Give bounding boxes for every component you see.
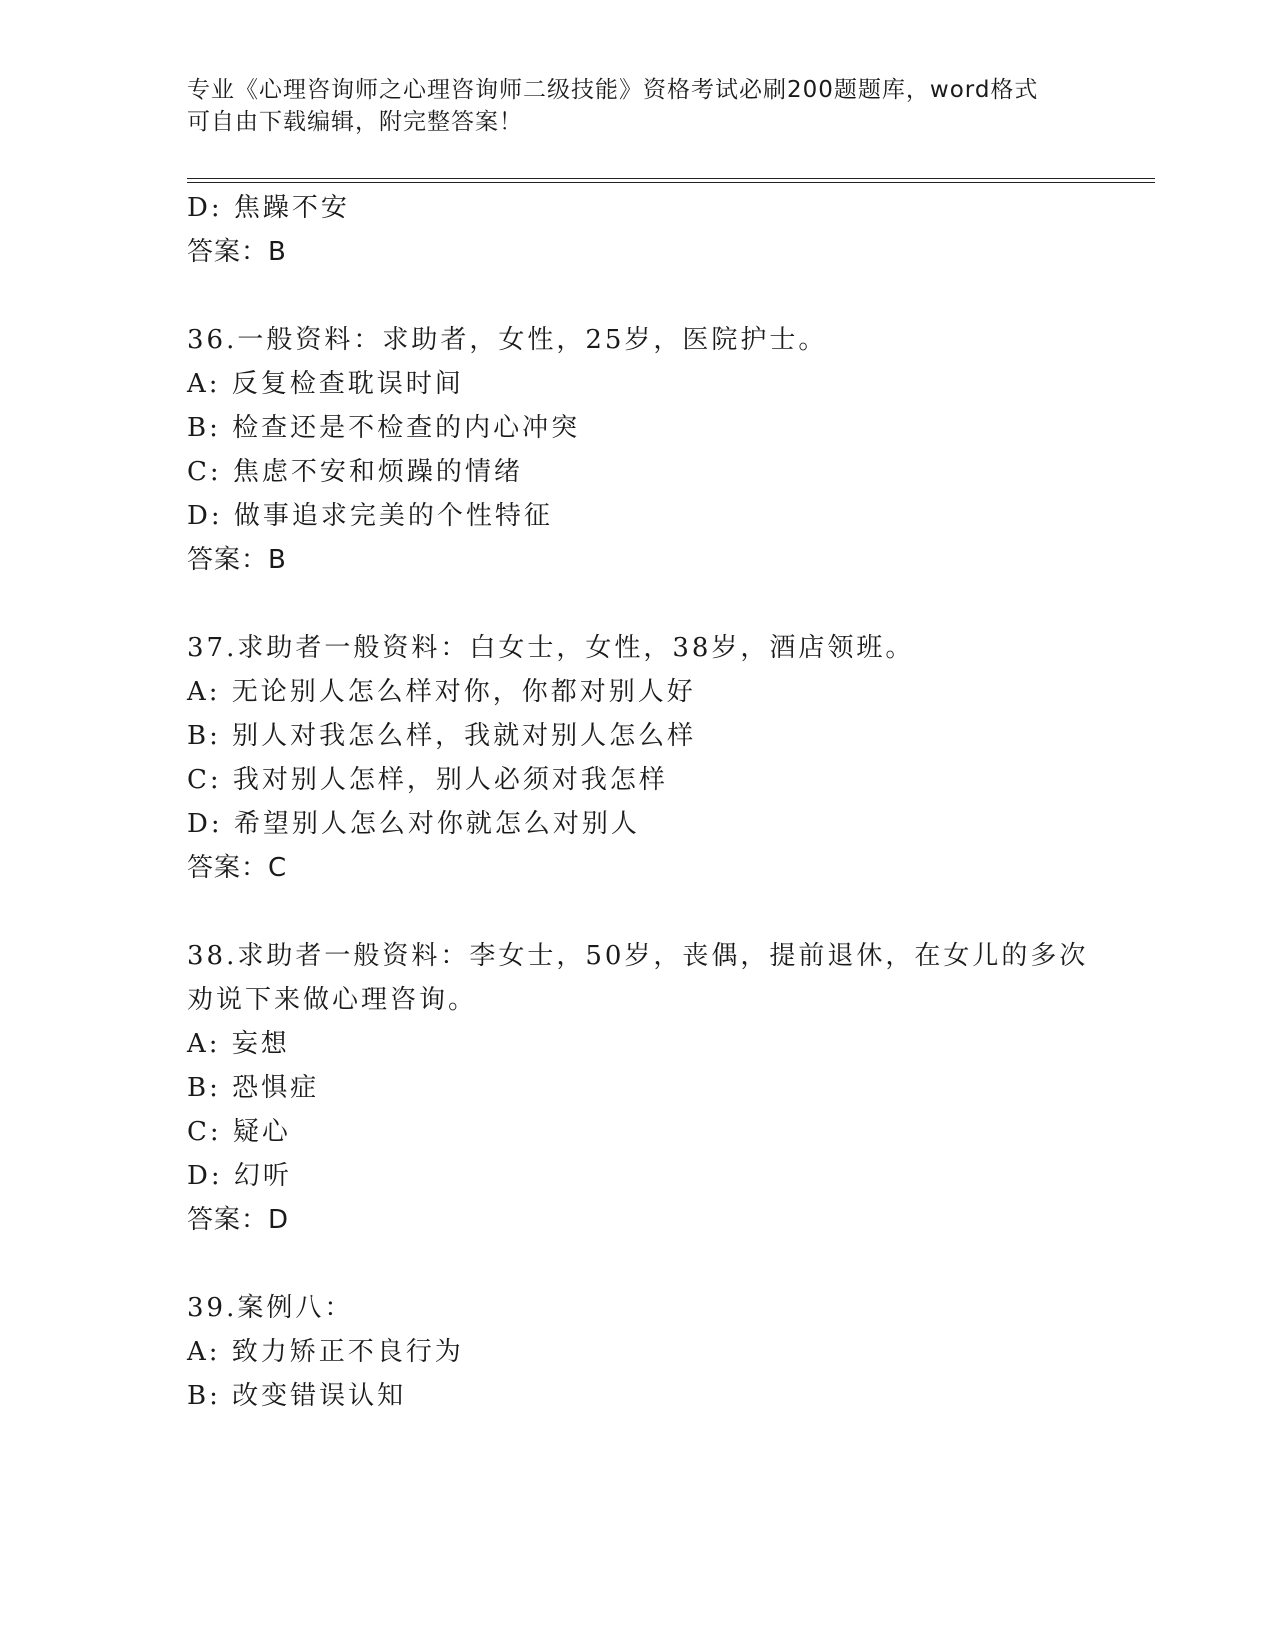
prev-option-d: D: 焦躁不安 [187, 193, 350, 223]
q39-option-b: B: 改变错误认知 [187, 1381, 407, 1411]
q38-option-d: D: 幻听 [187, 1161, 292, 1191]
q36-option-c: C: 焦虑不安和烦躁的情绪 [187, 457, 523, 487]
q37-option-c: C: 我对别人怎样，别人必须对我怎样 [187, 765, 668, 795]
q38-answer: 答案：D [187, 1205, 290, 1235]
q38-option-c: C: 疑心 [187, 1117, 291, 1147]
q37-stem: 37.求助者一般资料：白女士，女性，38岁，酒店领班。 [187, 633, 915, 663]
document-header [187, 74, 1087, 138]
q38-stem-line-1: 38.求助者一般资料：李女士，50岁，丧偶，提前退休，在女儿的多次 [187, 941, 1089, 971]
header-rule-bottom [187, 182, 1155, 183]
q39-option-a: A: 致力矫正不良行为 [187, 1337, 464, 1367]
q37-option-d: D: 希望别人怎么对你就怎么对别人 [187, 809, 640, 839]
q38-option-a: A: 妄想 [187, 1029, 290, 1059]
q36-answer: 答案：B [187, 545, 287, 575]
q36-option-b: B: 检查还是不检查的内心冲突 [187, 413, 581, 443]
q39-stem: 39.案例八： [187, 1293, 354, 1323]
header-line-2: 可自由下载编辑，附完整答案！ [187, 109, 523, 135]
header-line-1: 专业《心理咨询师之心理咨询师二级技能》资格考试必刷200题题库，word格式 [187, 77, 1039, 103]
q37-option-b: B: 别人对我怎么样，我就对别人怎么样 [187, 721, 697, 751]
q37-option-a: A: 无论别人怎么样对你，你都对别人好 [187, 677, 696, 707]
prev-answer: 答案：B [187, 237, 287, 267]
header-rule-top [187, 178, 1155, 179]
q38-option-b: B: 恐惧症 [187, 1073, 320, 1103]
q38-stem-line-2: 劝说下来做心理咨询。 [187, 985, 478, 1015]
q36-option-a: A: 反复检查耽误时间 [187, 369, 464, 399]
q37-answer: 答案：C [187, 853, 288, 883]
q36-stem: 36.一般资料：求助者，女性，25岁，医院护士。 [187, 325, 828, 355]
q36-option-d: D: 做事追求完美的个性特征 [187, 501, 553, 531]
